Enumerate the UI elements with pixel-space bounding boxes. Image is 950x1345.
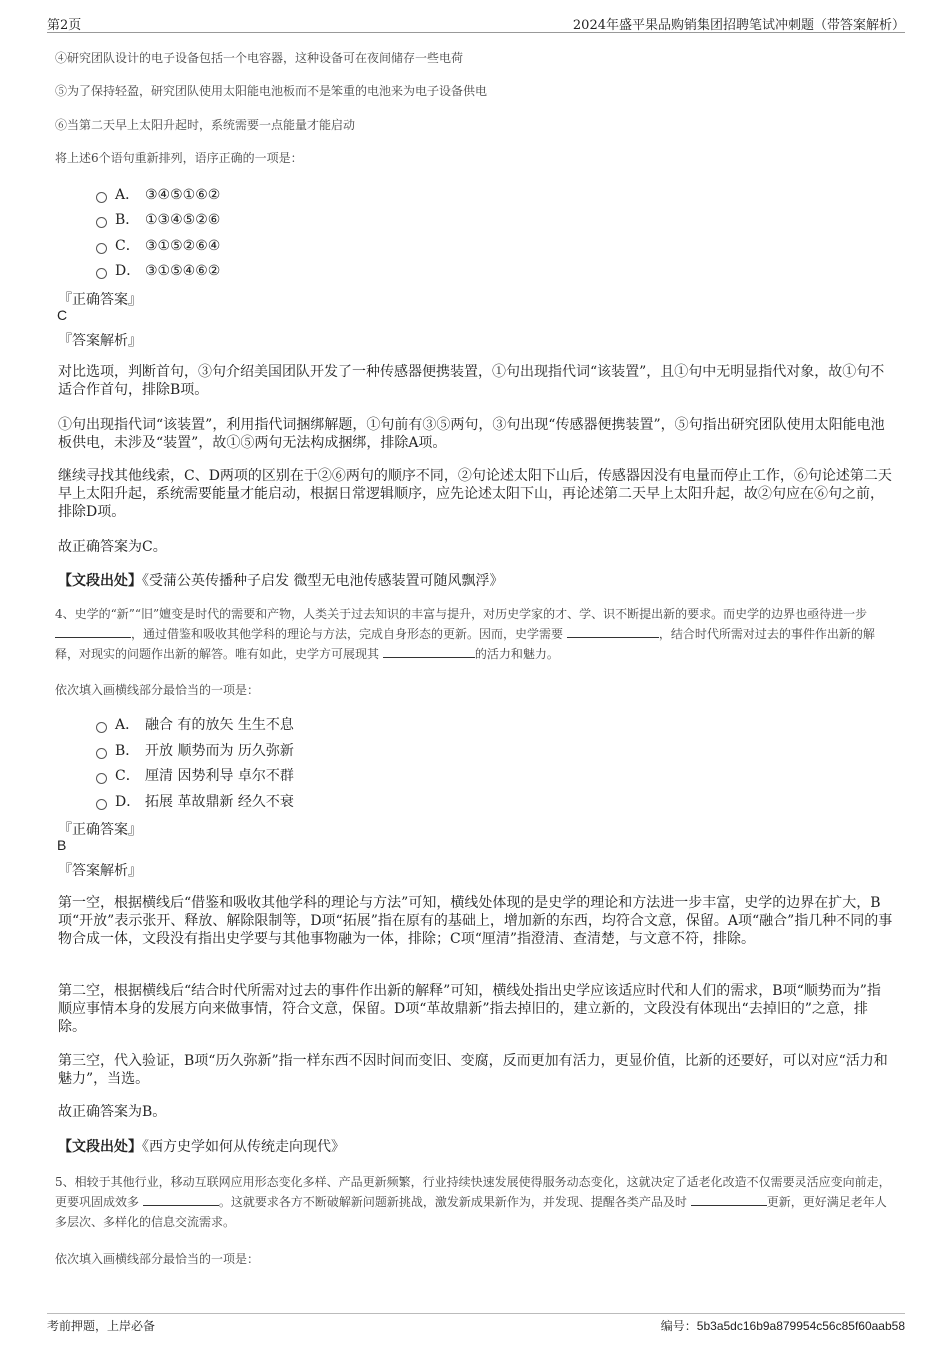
option-a[interactable]: A． 融合 有的放矢 生生不息 — [96, 714, 294, 734]
radio-icon[interactable] — [96, 799, 107, 810]
analysis-paragraph: 第一空，根据横线后“借鉴和吸收其他学科的理论与方法”可知，横线处体现的是史学的理论和方法进一步丰富，史学的边界在扩大，B项“开放”表示张开、释放、解除限制等，D项“拓展”指在原有的基础上，增加新的东西，均符合文意，保留。A项“融合”指几种不同的事物合成一体，文段没有指出史学要与其他事物融为一体，排除；C项“厘清”指澄清、查清楚，与文意不符，排除。 — [58, 895, 893, 947]
analysis-paragraph: 对比选项，判断首句，③句介绍美国团队开发了一种传感器便携装置，①句出现指代词“该装置”，且①句中无明显指代对象，故①句不适合作首句，排除B项。 — [58, 364, 885, 398]
option-d[interactable]: D． 拓展 革故鼎新 经久不衰 — [96, 791, 294, 811]
fill-blank — [691, 1193, 767, 1206]
radio-icon[interactable] — [96, 192, 107, 203]
source: 【文段出处】《受蒲公英传播种子启发 微型无电池传感装置可随风飘浮》 — [58, 573, 504, 589]
page-header — [47, 12, 905, 33]
radio-icon[interactable] — [96, 773, 107, 784]
option-b[interactable]: B． 开放 顺势而为 历久弥新 — [96, 740, 294, 760]
analysis-label: 『答案解析』 — [58, 863, 142, 879]
radio-icon[interactable] — [96, 243, 107, 254]
fill-blank — [55, 625, 131, 638]
answer-label: 『正确答案』 — [58, 822, 142, 838]
answer-value: B — [57, 837, 67, 853]
analysis-paragraph: 第三空，代入验证，B项“历久弥新”指一样东西不因时间而变旧、变腐，反而更加有活力，更显价值，比新的还要好，可以对应“活力和魅力”，当选。 — [58, 1053, 888, 1087]
statement-5: ⑤为了保持轻盈，研究团队使用太阳能电池板而不是笨重的电池来为电子设备供电 — [55, 84, 488, 98]
radio-icon[interactable] — [96, 748, 107, 759]
option-c[interactable]: C． 厘清 因势利导 卓尔不群 — [96, 765, 294, 785]
page-footer — [47, 1313, 905, 1336]
question-5-text: 5、相较于其他行业，移动互联网应用形态变化多样、产品更新频繁，行业持续快速发展使得服务动态变化，这就决定了适老化改造不仅需要灵活应变向前走，更要巩固成效多 。这就要求各方不断破解新问题新挑战，激发新成果新作为，并发现、提醒各类产品及时 更新，更好满足老年人多层次、多样化的信息交流需求。 — [55, 1175, 891, 1229]
statement-6: ⑥当第二天早上太阳升起时，系统需要一点能量才能启动 — [55, 118, 356, 132]
option-a[interactable]: A． ③④⑤①⑥② — [96, 184, 220, 204]
statement-4: ④研究团队设计的电子设备包括一个电容器，这种设备可在夜间储存一些电荷 — [55, 51, 464, 65]
fill-blank — [567, 625, 659, 638]
radio-icon[interactable] — [96, 217, 107, 228]
option-d[interactable]: D． ③①⑤④⑥② — [96, 260, 220, 280]
fill-blank — [383, 645, 475, 658]
answer-label: 『正确答案』 — [58, 292, 142, 308]
document-title: 2024年盛平果品购销集团招聘笔试冲刺题（带答案解析） — [572, 18, 905, 33]
question-prompt: 将上述6个语句重新排列，语序正确的一项是： — [55, 151, 303, 165]
radio-icon[interactable] — [96, 268, 107, 279]
source: 【文段出处】《西方史学如何从传统走向现代》 — [58, 1139, 345, 1155]
analysis-conclusion: 故正确答案为B。 — [58, 1104, 167, 1120]
analysis-conclusion: 故正确答案为C。 — [58, 539, 167, 555]
document-code: 编号：5b3a5dc16b9a879954c56c85f60aab58 — [660, 1319, 905, 1333]
page-number: 第2页 — [47, 18, 82, 33]
question-prompt: 依次填入画横线部分最恰当的一项是： — [55, 1252, 260, 1266]
question-4-text: 4、史学的“新”“旧”嬗变是时代的需要和产物，人类关于过去知识的丰富与提升，对历史学家的才、学、识不断提出新的要求。而史学的边界也亟待进一步 ，通过借鉴和吸收其他学科的理论与方法，完成自身形态的更新。因而，史学需要 ，结合时代所需对过去的事件作出新的解释，对现实的问题作出新的解答。唯有如此，史学方可展现其 的活力和魅力。 — [55, 607, 875, 661]
radio-icon[interactable] — [96, 722, 107, 733]
option-b[interactable]: B． ①③④⑤②⑥ — [96, 209, 220, 229]
answer-value: C — [57, 307, 68, 323]
analysis-paragraph: 第二空，根据横线后“结合时代所需对过去的事件作出新的解释”可知，横线处指出史学应该适应时代和人们的需求，B项“顺势而为”指顺应事情本身的发展方向来做事情，符合文意，保留。D项“革故鼎新”指去掉旧的，建立新的，文段没有体现出“去掉旧的”之意，排除。 — [58, 983, 881, 1035]
fill-blank — [143, 1193, 219, 1206]
footer-slogan: 考前押题，上岸必备 — [47, 1319, 156, 1333]
option-c[interactable]: C． ③①⑤②⑥④ — [96, 235, 220, 255]
analysis-label: 『答案解析』 — [58, 333, 142, 349]
analysis-paragraph: 继续寻找其他线索，C、D两项的区别在于②⑥两句的顺序不同，②句论述太阳下山后，传感器因没有电量而停止工作，⑥句论述第二天早上太阳升起，系统需要能量才能启动，根据日常逻辑顺序，应先论述太阳下山，再论述第二天早上太阳升起，故②句应在⑥句之前，排除D项。 — [58, 468, 892, 520]
question-prompt: 依次填入画横线部分最恰当的一项是： — [55, 683, 260, 697]
analysis-paragraph: ①句出现指代词“该装置”，利用指代词捆绑解题，①句前有③⑤两句，③句出现“传感器便携装置”，⑤句指出研究团队使用太阳能电池板供电，未涉及“装置”，故①⑤两句无法构成捆绑，排除A项。 — [58, 417, 885, 451]
